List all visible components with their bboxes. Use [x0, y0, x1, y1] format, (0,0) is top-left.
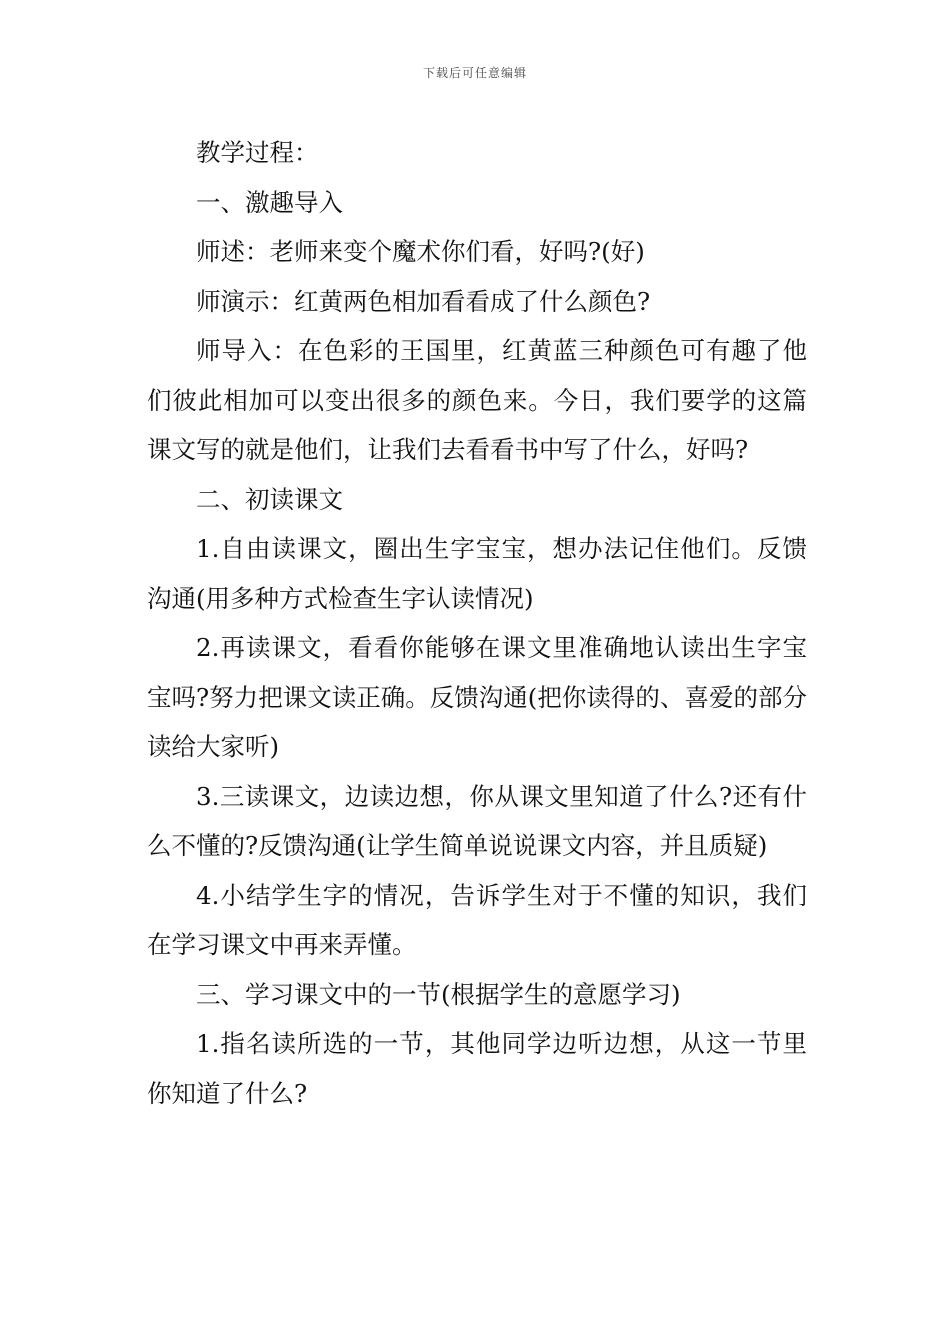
- section-heading-3: 三、学习课文中的一节(根据学生的意愿学习): [196, 979, 681, 1009]
- page-header: 下载后可任意编辑: [422, 66, 527, 80]
- section-heading-2: 二、初读课文: [196, 484, 343, 514]
- list-item: 1.自由读课文，圈出生字宝宝，想办法记住他们。反馈沟通(用多种方式检查生字认读情况): [147, 534, 807, 613]
- list-item: 4.小结学生字的情况，告诉学生对于不懂的知识，我们在学习课文中再来弄懂。: [147, 880, 807, 959]
- document-body: [147, 128, 807, 1118]
- list-item: 2.再读课文，看看你能够在课文里准确地认读出生字宝宝吗?努力把课文读正确。反馈沟通(把你读得的、喜爱的部分读给大家听): [147, 633, 807, 761]
- section-heading-1: 一、激趣导入: [196, 187, 343, 217]
- paragraph: 师导入：在色彩的王国里，红黄蓝三种颜色可有趣了他们彼此相加可以变出很多的颜色来。今日，我们要学的这篇课文写的就是他们，让我们去看看书中写了什么，好吗?: [147, 336, 807, 464]
- section-heading-teaching-process: 教学过程：: [196, 138, 319, 167]
- list-item: 3.三读课文，边读边想，你从课文里知道了什么?还有什么不懂的?反馈沟通(让学生简单说说课文内容，并且质疑): [147, 781, 807, 860]
- list-item: 1.指名读所选的一节，其他同学边听边想，从这一节里你知道了什么?: [147, 1029, 807, 1108]
- paragraph: 师演示：红黄两色相加看看成了什么颜色?: [196, 286, 651, 316]
- paragraph: 师述：老师来变个魔术你们看，好吗?(好): [196, 237, 645, 266]
